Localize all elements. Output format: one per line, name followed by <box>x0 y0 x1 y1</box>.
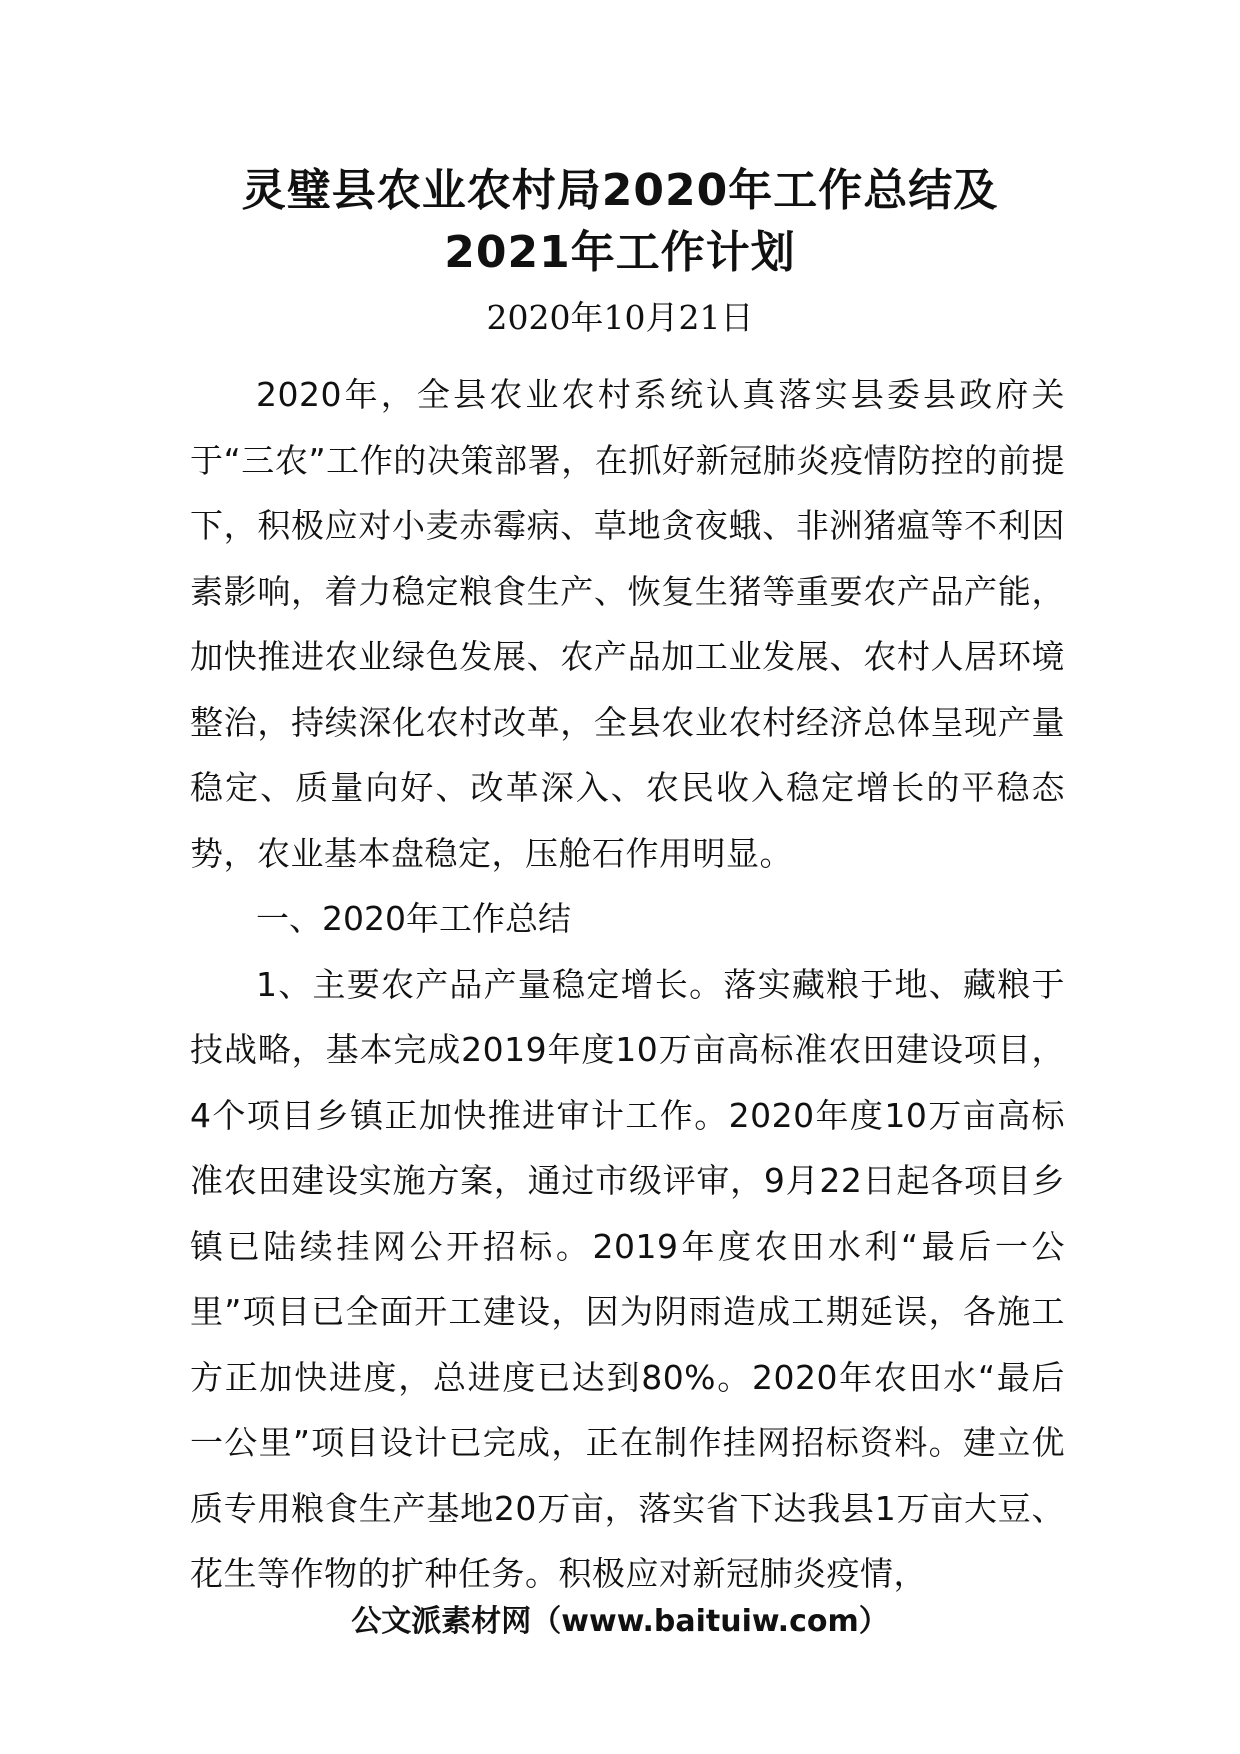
document-title: 灵璧县农业农村局2020年工作总结及2021年工作计划 <box>241 165 999 278</box>
intro-paragraph: 2020年，全县农业农村系统认真落实县委县政府关于“三农”工作的决策部署，在抓好新冠肺炎疫情防控的前提下，积极应对小麦赤霉病、草地贪夜蛾、非洲猪瘟等不利因素影响，着力稳定粮食生产、恢复生猪等重要农产品产能，加快推进农业绿色发展、农产品加工业发展、农村人居环境整治，持续深化农村改革，全县农业农村经济总体呈现产量稳定、质量向好、改革深入、农民收入稳定增长的平稳态势，农业基本盘稳定，压舱石作用明显。 <box>190 375 1065 873</box>
document-body <box>190 362 1065 1607</box>
section-heading: 一、2020年工作总结 <box>256 899 571 938</box>
document-date: 2020年10月21日 <box>486 298 754 337</box>
section-paragraph: 1、主要农产品产量稳定增长。落实藏粮于地、藏粮于技战略，基本完成2019年度10万亩高标准农田建设项目，4个项目乡镇正加快推进审计工作。2020年度10万亩高标准农田建设实施方案，通过市级评审，9月22日起各项目乡镇已陆续挂网公开招标。2019年度农田水利“最后一公里”项目已全面开工建设，因为阴雨造成工期延误，各施工方正加快进度，总进度已达到80%。2020年农田水“最后一公里”项目设计已完成，正在制作挂网招标资料。建立优质专用粮食生产基地20万亩，落实省下达我县1万亩大豆、花生等作物的扩种任务。积极应对新冠肺炎疫情， <box>190 964 1065 1593</box>
footer-source: 公文派素材网（www.baituiw.com） <box>351 1604 889 1639</box>
